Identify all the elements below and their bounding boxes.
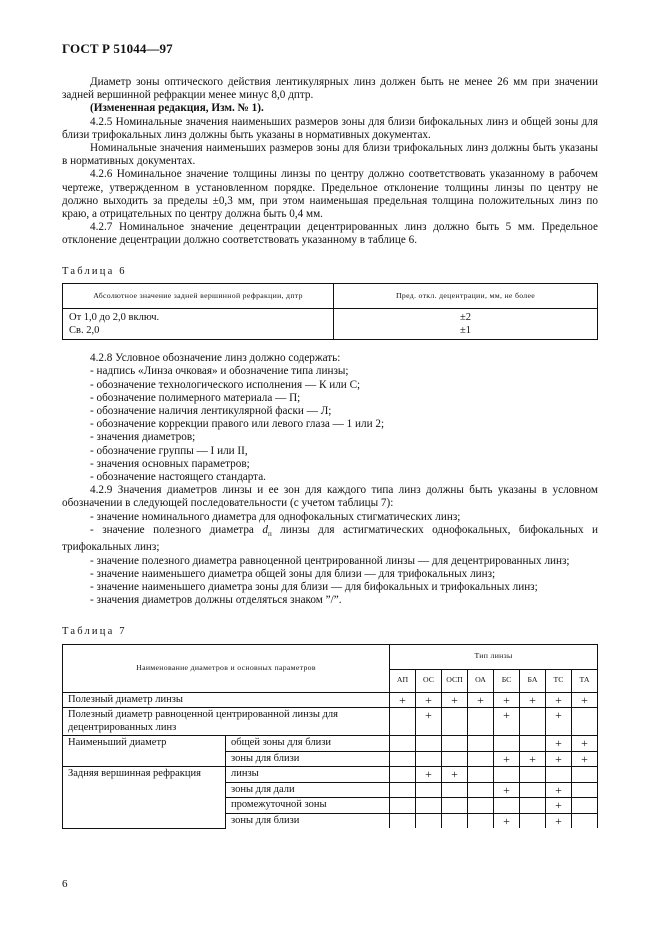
- table-7-mark-cell: +: [546, 751, 572, 767]
- page-number: 6: [62, 878, 68, 890]
- table-7-group-label: Задняя вершинная рефракция: [63, 767, 226, 829]
- table-7-mark-cell: [416, 751, 442, 767]
- table-7-header-parameters: Наименование диаметров и основных параметров: [63, 644, 390, 692]
- table-7-header-lens-type: Тип линзы: [390, 644, 598, 669]
- table-7-mark-cell: [520, 798, 546, 814]
- table-7-row-label: Полезный диаметр равноценной центрированной линзы для децентрированных линз: [63, 708, 390, 736]
- table-7-mark-cell: +: [494, 813, 520, 828]
- table-7-mark-cell: [442, 782, 468, 798]
- table-7-mark-cell: [520, 813, 546, 828]
- table-7-caption: Таблица 7: [62, 626, 127, 638]
- table-6-row-labels: [63, 308, 334, 339]
- table-6-row-1-label: От 1,0 до 2,0 включ.: [69, 311, 160, 323]
- table-6: [62, 283, 598, 340]
- list-item: - обозначение технологического исполнения — К или С;: [90, 378, 361, 391]
- table-7-mark-cell: [468, 751, 494, 767]
- table-7-mark-cell: [390, 798, 416, 814]
- table-7-row-label: зоны для близи: [226, 751, 390, 767]
- list-item: - обозначение группы — I или II,: [90, 444, 248, 457]
- table-7-mark-cell: +: [546, 736, 572, 752]
- table-7-mark-cell: [520, 736, 546, 752]
- table-7-row-label: линзы: [226, 767, 390, 783]
- table-7-mark-cell: +: [416, 692, 442, 708]
- table-6-row-2-value: ±1: [459, 325, 471, 337]
- table-7-mark-cell: +: [416, 708, 442, 736]
- table-7-mark-cell: +: [520, 692, 546, 708]
- table-7-mark-cell: [494, 767, 520, 783]
- paragraph-4-2-5-continued: Номинальные значения наименьших размеров зоны для близи трифокальных линз должны быть указаны в нормативных документах.: [62, 142, 598, 168]
- table-7-mark-cell: [442, 798, 468, 814]
- paragraph-4-2-6: 4.2.6 Номинальное значение толщины линзы по центру должно соответствовать указанному в рабочем чертеже, утвержденном в установленном порядке. Предельное отклонение толщины линзы по центру не должно выходить за пределы ±0,3 мм, при этом наименьшая предельная толщина положительных линз по краю, а отрицательных по центру должна быть 0,4 мм.: [62, 168, 598, 221]
- table-7-mark-cell: [468, 708, 494, 736]
- table-7-mark-cell: +: [546, 708, 572, 736]
- table-6-header-refraction: Абсолютное значение задней вершинной рефракции, дптр: [63, 283, 334, 308]
- table-6-header-deviation: Пред. откл. децентрации, мм, не более: [334, 283, 598, 308]
- diameter-symbol: d: [262, 523, 268, 536]
- table-7-mark-cell: +: [442, 692, 468, 708]
- table-7-mark-cell: [468, 736, 494, 752]
- designation-list: [62, 352, 598, 484]
- table-7-mark-cell: +: [494, 782, 520, 798]
- table-7-mark-cell: [442, 751, 468, 767]
- table-7-mark-cell: +: [468, 692, 494, 708]
- list-item: - обозначение полимерного материала — П;: [90, 391, 301, 404]
- table-7-mark-cell: [416, 782, 442, 798]
- table-7-mark-cell: [442, 736, 468, 752]
- table-7-mark-cell: +: [546, 782, 572, 798]
- table-7-mark-cell: [572, 813, 598, 828]
- table-7-mark-cell: [416, 736, 442, 752]
- paragraph-4-2-7: 4.2.7 Номинальное значение децентрации децентрированных линз должно быть 5 мм. Предельное отклонение децентрации должно соответствовать указанному в таблице 6.: [62, 221, 598, 247]
- document-body: [62, 76, 598, 829]
- table-7-row-label: общей зоны для близи: [226, 736, 390, 752]
- table-7-mark-cell: [494, 798, 520, 814]
- table-7-mark-cell: [390, 782, 416, 798]
- list-item: - значение полезного диаметра равноценной центрированной линзы — для децентрированных линз;: [90, 554, 570, 567]
- table-7-type-header: БС: [494, 669, 520, 692]
- table-7-mark-cell: [390, 751, 416, 767]
- table-7-mark-cell: [572, 798, 598, 814]
- table-7-mark-cell: [468, 782, 494, 798]
- table-7-mark-cell: +: [494, 692, 520, 708]
- table-7-type-header: ТА: [572, 669, 598, 692]
- table-6-row-values: [334, 308, 598, 339]
- paragraph-4-2-8: 4.2.8 Условное обозначение линз должно содержать:: [90, 352, 341, 365]
- table-7-row-label: зоны для близи: [226, 813, 390, 828]
- table-7-mark-cell: +: [572, 692, 598, 708]
- table-7-group-label: Наименьший диаметр: [63, 736, 226, 767]
- list-item: - значения диаметров;: [90, 431, 196, 444]
- list-item-useful-diameter: - значение полезного диаметра $d_п$ линзы для астигматических однофокальных, бифокальных и трифокальных линз;: [62, 523, 598, 554]
- list-item: - значения диаметров должны отделяться знаком ”/”.: [90, 594, 342, 607]
- table-7-mark-cell: [390, 736, 416, 752]
- table-7-mark-cell: [572, 708, 598, 736]
- table-7-type-header: ОСП: [442, 669, 468, 692]
- paragraph-4-2-5: 4.2.5 Номинальные значения наименьших размеров зоны для близи бифокальных линз и общей зоны для близи трифокальных линз должны быть указаны в нормативных документах.: [62, 115, 598, 141]
- document-header: ГОСТ Р 51044—97: [62, 41, 173, 56]
- amendment-note: (Измененная редакция, Изм. № 1).: [90, 102, 264, 115]
- table-7-mark-cell: [390, 708, 416, 736]
- table-7-mark-cell: [546, 767, 572, 783]
- table-7-type-header: АП: [390, 669, 416, 692]
- table-7-row-label: Полезный диаметр линзы: [63, 692, 390, 708]
- table-7-mark-cell: [442, 813, 468, 828]
- table-7-mark-cell: [468, 767, 494, 783]
- list-item: - значение наименьшего диаметра зоны для близи — для бифокальных и трифокальных линз;: [90, 580, 538, 593]
- table-7-mark-cell: [520, 782, 546, 798]
- table-7: [62, 644, 598, 829]
- table-7-mark-cell: [572, 767, 598, 783]
- list-item: - надпись «Линза очковая» и обозначение типа линзы;: [90, 365, 349, 378]
- table-7-mark-cell: [442, 708, 468, 736]
- list-item: - значение номинального диаметра для однофокальных стигматических линз;: [90, 510, 461, 523]
- table-7-mark-cell: +: [416, 767, 442, 783]
- table-7-mark-cell: [520, 767, 546, 783]
- table-7-type-header: ОС: [416, 669, 442, 692]
- table-7-mark-cell: [494, 736, 520, 752]
- diameter-sequence-list: [62, 484, 598, 607]
- list-item: - значения основных параметров;: [90, 457, 250, 470]
- list-item: - обозначение коррекции правого или левого глаза — 1 или 2;: [90, 418, 385, 431]
- table-7-type-header: ОА: [468, 669, 494, 692]
- table-7-mark-cell: [416, 798, 442, 814]
- paragraph-4-2-9: 4.2.9 Значения диаметров линзы и ее зон для каждого типа линз должны быть указаны в условном обозначении в следующей последовательности (с учетом таблицы 7):: [62, 484, 598, 510]
- table-7-mark-cell: [520, 708, 546, 736]
- table-7-row-label: зоны для дали: [226, 782, 390, 798]
- table-6-row-2-label: Св. 2,0: [69, 325, 100, 337]
- table-7-mark-cell: [468, 798, 494, 814]
- table-7-mark-cell: [468, 813, 494, 828]
- table-7-mark-cell: +: [494, 708, 520, 736]
- list-item: - обозначение настоящего стандарта.: [90, 471, 266, 484]
- table-7-mark-cell: +: [572, 736, 598, 752]
- list-item: - обозначение наличия лентикулярной фаски — Л;: [90, 405, 332, 418]
- table-7-type-header: ТС: [546, 669, 572, 692]
- table-7-type-header: БА: [520, 669, 546, 692]
- table-7-mark-cell: +: [494, 751, 520, 767]
- table-7-mark-cell: +: [390, 692, 416, 708]
- table-7-mark-cell: +: [546, 798, 572, 814]
- table-7-row-label: промежуточной зоны: [226, 798, 390, 814]
- table-7-mark-cell: +: [546, 813, 572, 828]
- table-6-row-1-value: ±2: [459, 311, 471, 323]
- table-7-mark-cell: [416, 813, 442, 828]
- table-7-mark-cell: +: [442, 767, 468, 783]
- table-7-mark-cell: +: [572, 751, 598, 767]
- table-7-mark-cell: [572, 782, 598, 798]
- table-7-mark-cell: +: [546, 692, 572, 708]
- table-7-mark-cell: [390, 813, 416, 828]
- paragraph-lenticular-diameter: Диаметр зоны оптического действия лентикулярных линз должен быть не менее 26 мм при значении задней вершинной рефракции менее минус 8,0 дптр.: [62, 76, 598, 102]
- list-item: - значение наименьшего диаметра общей зоны для близи — для трифокальных линз;: [90, 567, 496, 580]
- table-7-mark-cell: [390, 767, 416, 783]
- table-7-mark-cell: +: [520, 751, 546, 767]
- table-6-caption: Таблица 6: [62, 265, 127, 277]
